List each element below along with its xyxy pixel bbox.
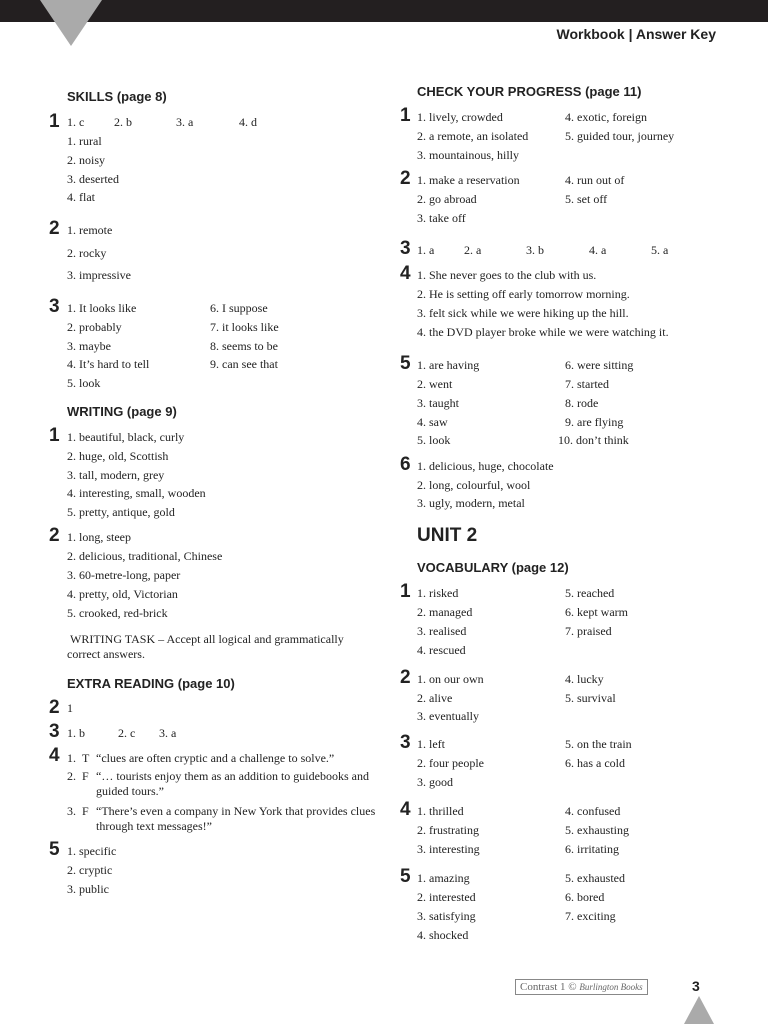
writing-heading: WRITING (page 9) [67, 404, 177, 419]
answer: 6. were sitting [565, 358, 634, 372]
extra-reading-heading: EXTRA READING (page 10) [67, 676, 235, 691]
answer: 7. exciting [565, 909, 616, 923]
answer: 1. It looks like [67, 301, 137, 315]
answer: 2. c [118, 726, 136, 740]
answer: 1. amazing [417, 871, 470, 885]
answer: 3. a [159, 726, 177, 740]
answer: 2. delicious, traditional, Chinese [67, 549, 223, 563]
header-triangle-decoration [40, 0, 102, 46]
answer: 3. interesting [417, 842, 480, 856]
exercise-number: 5 [400, 353, 411, 374]
answer: 4. exotic, foreign [565, 110, 647, 124]
exercise-number: 5 [49, 839, 60, 860]
footer-credit [515, 979, 648, 995]
answer: 3. deserted [67, 172, 119, 186]
top-bar [0, 0, 768, 22]
answer: 5. exhausted [565, 871, 625, 885]
answer: 4. shocked [417, 928, 469, 942]
footer-triangle-decoration [684, 996, 714, 1024]
exercise-number: 1 [49, 425, 60, 446]
answer: 2. frustrating [417, 823, 479, 837]
answer: 4. It’s hard to tell [67, 357, 150, 371]
answer: 1. She never goes to the club with us. [417, 268, 597, 282]
exercise-number: 2 [400, 168, 411, 189]
answer: 3. taught [417, 396, 459, 410]
answer: 2. rocky [67, 246, 107, 260]
answer-quote: “There’s even a company in New York that provides clues through text messages!” [96, 804, 376, 833]
answer: 2. a remote, an isolated [417, 129, 529, 143]
answer: 3. public [67, 882, 109, 896]
exercise-number: 4 [400, 263, 411, 284]
answer: 1. specific [67, 844, 117, 858]
answer: 2. a [464, 243, 482, 257]
answer: 1. c [67, 115, 85, 129]
answer: 9. are flying [565, 415, 624, 429]
skills-heading: SKILLS (page 8) [67, 89, 167, 104]
answer: 2. long, colourful, wool [417, 478, 531, 492]
answer: 2. alive [417, 691, 453, 705]
exercise-number: 6 [400, 454, 411, 475]
answer: 8. rode [565, 396, 599, 410]
answer: 7. praised [565, 624, 612, 638]
exercise-number: 2 [49, 525, 60, 546]
answer: 1. on our own [417, 672, 484, 686]
answer: 2. go abroad [417, 192, 477, 206]
answer: 3. mountainous, hilly [417, 148, 519, 162]
answer: 6. kept warm [565, 605, 628, 619]
exercise-number: 1 [49, 111, 60, 132]
answer: 3. a [176, 115, 194, 129]
answer: 3. ugly, modern, metal [417, 496, 525, 510]
answer: 7. it looks like [210, 320, 279, 334]
exercise-number: 3 [49, 296, 60, 317]
exercise-number: 5 [400, 866, 411, 887]
answer: 5. pretty, antique, gold [67, 505, 175, 519]
answer: 2. cryptic [67, 863, 113, 877]
answer: 1. rural [67, 134, 102, 148]
answer: 1. are having [417, 358, 480, 372]
exercise-number: 1 [400, 105, 411, 126]
exercise-number: 2 [49, 218, 60, 239]
answer: 1. make a reservation [417, 173, 520, 187]
answer: 2. b [114, 115, 132, 129]
true-false: F [82, 769, 89, 783]
answer: 2. four people [417, 756, 484, 770]
exercise-number: 3 [400, 732, 411, 753]
answer: 4. flat [67, 190, 95, 204]
answer: 1. remote [67, 223, 113, 237]
answer-number: 1. [67, 751, 76, 765]
answer: 2. interested [417, 890, 476, 904]
answer: 6. I suppose [210, 301, 268, 315]
answer: 7. started [565, 377, 609, 391]
answer: 3. good [417, 775, 453, 789]
answer: 4. saw [417, 415, 448, 429]
answer: 5. set off [565, 192, 608, 206]
answer: 4. confused [565, 804, 621, 818]
answer: 1. thrilled [417, 804, 464, 818]
answer: 4. lucky [565, 672, 604, 686]
answer: 2. probably [67, 320, 122, 334]
answer: 4. interesting, small, wooden [67, 486, 206, 500]
answer: 1. left [417, 737, 445, 751]
exercise-number: 2 [49, 697, 60, 718]
answer: 1. risked [417, 586, 459, 600]
answer: 5. exhausting [565, 823, 629, 837]
answer: 6. irritating [565, 842, 619, 856]
answer: 4. pretty, old, Victorian [67, 587, 178, 601]
answer: 3. satisfying [417, 909, 476, 923]
answer-number: 2. [67, 769, 76, 783]
answer: 3. b [526, 243, 544, 257]
answer: 2. He is setting off early tomorrow morning. [417, 287, 630, 301]
answer: 5. guided tour, journey [565, 129, 675, 143]
answer-quote [96, 769, 376, 799]
answer: 3. realised [417, 624, 467, 638]
exercise-number: 3 [49, 721, 60, 742]
answer: 10. don’t think [558, 433, 629, 447]
answer: 1 [67, 701, 73, 715]
answer: 4. a [589, 243, 607, 257]
page-header: Workbook | Answer Key [556, 26, 716, 42]
answer: 5. crooked, red-brick [67, 606, 168, 620]
answer: 1. delicious, huge, chocolate [417, 459, 554, 473]
answer: 1. long, steep [67, 530, 131, 544]
answer: 8. seems to be [210, 339, 278, 353]
answer: 4. run out of [565, 173, 625, 187]
answer: 5. on the train [565, 737, 632, 751]
exercise-number: 2 [400, 667, 411, 688]
answer: 4. rescued [417, 643, 466, 657]
answer-quote-text: “… tourists enjoy them as an addition to guidebooks and guided tours.” [96, 769, 369, 798]
answer: 3. tall, modern, grey [67, 468, 165, 482]
answer: 5. look [67, 376, 101, 390]
answer: 4. the DVD player broke while we were watching it. [417, 325, 669, 339]
publisher-name: Burlington Books [579, 982, 643, 992]
answer: 1. beautiful, black, curly [67, 430, 185, 444]
answer: 6. has a cold [565, 756, 625, 770]
answer: 3. impressive [67, 268, 131, 282]
answer: 5. reached [565, 586, 615, 600]
answer: 3. maybe [67, 339, 111, 353]
answer-number: 3. [67, 804, 76, 818]
answer: 5. look [417, 433, 451, 447]
answer: 2. huge, old, Scottish [67, 449, 169, 463]
answer: 1. b [67, 726, 85, 740]
answer: 3. take off [417, 211, 466, 225]
answer: 9. can see that [210, 357, 278, 371]
vocabulary-heading: VOCABULARY (page 12) [417, 560, 569, 575]
page-number: 3 [692, 978, 700, 994]
answer: 1. lively, crowded [417, 110, 503, 124]
answer: 3. 60-metre-long, paper [67, 568, 181, 582]
answer: 2. managed [417, 605, 473, 619]
answer: 2. went [417, 377, 453, 391]
copyright-symbol: © [568, 981, 577, 993]
true-false: F [82, 804, 89, 818]
answer-quote: “clues are often cryptic and a challenge to solve.” [96, 751, 335, 765]
answer: 3. felt sick while we were hiking up the hill. [417, 306, 629, 320]
writing-task-note: WRITING TASK – Accept all logical and grammatically correct answers. [67, 632, 344, 661]
footer-title: Contrast 1 [520, 981, 566, 993]
true-false: T [82, 751, 90, 765]
answer: 5. survival [565, 691, 616, 705]
exercise-number: 3 [400, 238, 411, 259]
unit-title: UNIT 2 [417, 525, 478, 546]
answer: 2. noisy [67, 153, 106, 167]
exercise-number: 1 [400, 581, 411, 602]
exercise-number: 4 [400, 799, 411, 820]
answer: 3. eventually [417, 709, 479, 723]
exercise-number: 4 [49, 745, 60, 766]
answer: 1. a [417, 243, 435, 257]
answer: 5. a [651, 243, 669, 257]
answer: 6. bored [565, 890, 605, 904]
answer: 4. d [239, 115, 257, 129]
progress-heading: CHECK YOUR PROGRESS (page 11) [417, 84, 642, 99]
